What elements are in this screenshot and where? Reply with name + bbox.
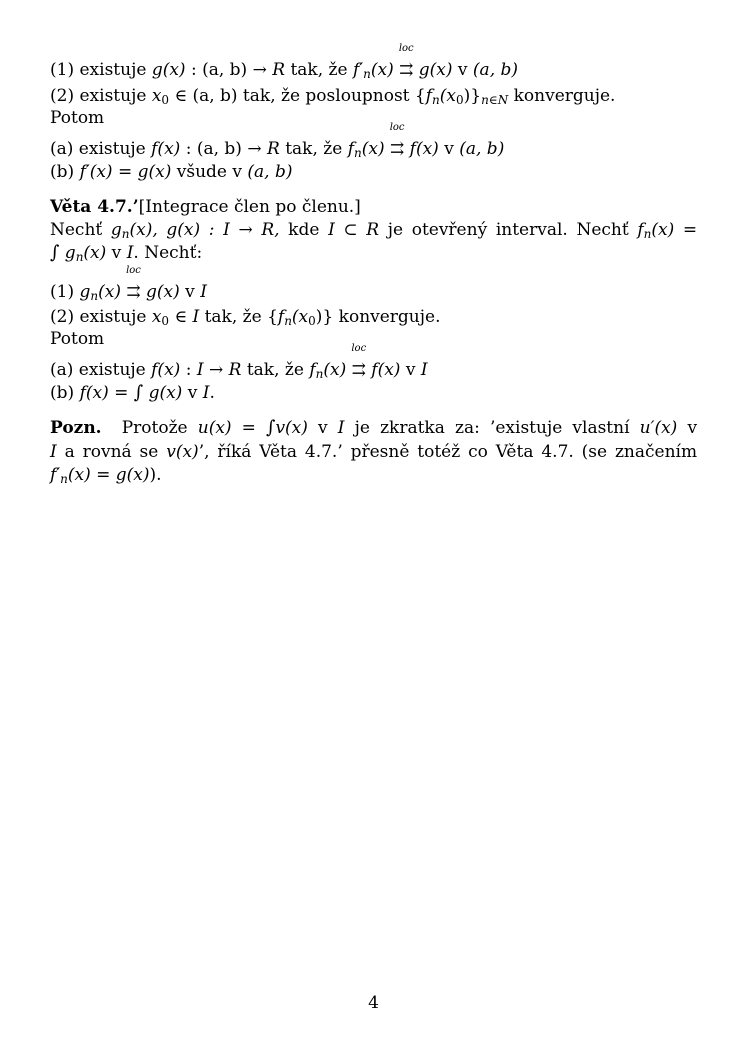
- potom-line-2: Potom: [50, 329, 105, 349]
- theorem-result-b: (b) f(x) = ∫ g(x) v I.: [50, 382, 215, 403]
- loc-uniform-arrow: loc ⇉: [126, 265, 141, 302]
- loc-uniform-arrow: loc ⇉: [351, 343, 367, 380]
- loc-uniform-arrow: loc ⇉: [398, 43, 414, 80]
- page-number: 4: [368, 993, 379, 1013]
- loc-uniform-arrow: loc ⇉: [389, 122, 405, 159]
- result-b-line: (b) f′(x) = g(x) všude v (a, b): [50, 162, 293, 182]
- theorem-result-a: (a) existuje f(x) : I → R tak, že $f_n(x)$ loc ⇉ f(x) v I: [50, 343, 428, 381]
- remark-line-1: Pozn. Protože u(x) = ∫v(x) v I je zkratka za: ’existuje vlastní u′(x) v: [50, 417, 698, 438]
- remark-line-3: $f'_n(x) = g(x)$).: [50, 465, 162, 486]
- result-a-line: (a) existuje f(x) : (a, b) → R tak, že $f_n(x)$ loc ⇉ f(x) v (a, b): [50, 122, 505, 160]
- theorem-heading: Věta 4.7.’[Integrace člen po členu.]: [50, 197, 361, 217]
- remark-line-2: I a rovná se v(x)’, říká Věta 4.7.’ přesně totéž co Věta 4.7. (se značením: [50, 442, 698, 462]
- potom-line: Potom: [50, 108, 105, 128]
- theorem-line-2: ∫ $g_n(x)$ v I. Nechť:: [50, 242, 203, 264]
- theorem-condition-1: (1) $g_n(x)$ loc ⇉ g(x) v I: [50, 265, 207, 303]
- theorem-line-1: Nechť $g_n(x)$, g(x) : I → R, kde I ⊂ R je otevřený interval. Nechť $f_n(x)$ =: [50, 220, 698, 241]
- condition-2-line: (2) existuje $x_0$ ∈ (a, b) tak, že posloupnost $\{f_n(x_0)\}_{n\in N}$ konverguje.: [50, 86, 616, 107]
- condition-1-line: (1) existuje g(x) : (a, b) → R tak, že $f'_n(x)$ loc ⇉ g(x) v (a, b): [50, 43, 519, 81]
- theorem-condition-2: (2) existuje $x_0$ ∈ I tak, že $\{f_n(x_0)\}$ konverguje.: [50, 307, 441, 328]
